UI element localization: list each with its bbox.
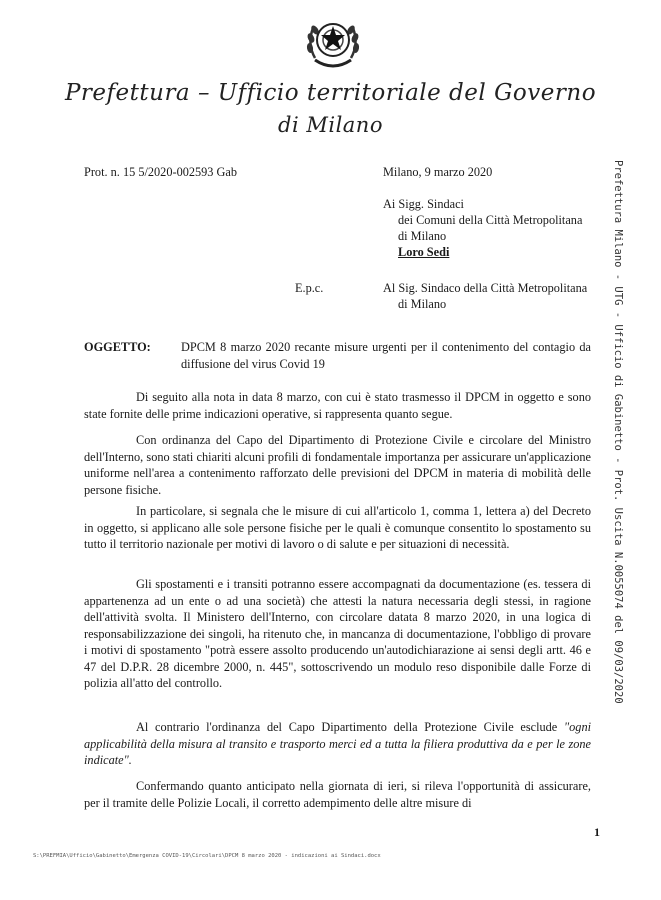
body-paragraph-5-intro: Al contrario l'ordinanza del Capo Dipartimento della Protezione Civile esclude	[136, 720, 558, 734]
body-paragraph-1: Di seguito alla nota in data 8 marzo, con cui è stato trasmesso il DPCM in oggetto e sono state fornite delle prime indicazioni operative, si rappresenta quanto segue.	[84, 390, 591, 421]
letterhead-office: Prefettura – Ufficio territoriale del Governo	[64, 80, 597, 106]
body-paragraph-2: Con ordinanza del Capo del Dipartimento di Protezione Civile e circolare del Ministro dell'Interno, sono stati chiariti alcuni profili di fondamentale importanza per assicurare un'applicazione uniforme nell'area a contenimento rafforzato delle previsioni del DPCM in materia di mobilità delle persone fisiche.	[84, 433, 591, 497]
page-number: 1	[594, 825, 600, 839]
recipient-line-4: Loro Sedi	[398, 245, 450, 259]
protocol-stamp-vertical: Prefettura Milano - UTG - Ufficio di Gabinetto - Prot. Uscita N.0055074 del 09/03/2020	[612, 160, 624, 704]
body-paragraph-5	[84, 719, 591, 769]
body-paragraph-6: Confermando quanto anticipato nella giornata di ieri, si rileva l'opportunità di assicurare, per il tramite delle Polizie Locali, il corretto adempimento delle altre misure di	[84, 779, 591, 810]
footer-file-path: S:\PREFMIA\Ufficio\Gabinetto\Emergenza COVID-19\Circolari\DPCM 8 marzo 2020 - indicazioni ai Sindaci.docx	[33, 853, 381, 859]
place-date: Milano, 9 marzo 2020	[383, 165, 493, 179]
body-paragraph-3: In particolare, si segnala che le misure di cui all'articolo 1, comma 1, lettera a) del Decreto in oggetto, si applicano alle sole persone fisiche per le quali è comunque consentito lo spostamento su tutto il territorio nazionale per motivi di lavoro o di salute e per situazioni di necessità.	[84, 504, 591, 551]
recipient-line-3: di Milano	[398, 229, 447, 243]
protocol-number: Prot. n. 15 5/2020-002593 Gab	[84, 165, 238, 179]
republic-emblem	[303, 8, 363, 74]
cc-line-2: di Milano	[398, 297, 447, 311]
recipient-line-2: dei Comuni della Città Metropolitana	[398, 213, 583, 227]
subject-text: DPCM 8 marzo 2020 recante misure urgenti per il contenimento del contagio da diffusione del virus Covid 19	[181, 340, 591, 371]
epc-label: E.p.c.	[295, 281, 324, 295]
body-paragraph-4: Gli spostamenti e i transiti potranno essere accompagnati da documentazione (es. tessera di appartenenza ad un ente o ad una società) che attesti la natura necessaria degli stessi, in ragione dell'attività svolta. Il Ministero dell'Interno, con circolare datata 8 marzo 2020, in una logica di responsabilizzazione dei singoli, ha ritenuto che, in mancanza di documentazione, l'obbligo di provare i motivi di spostamento "potrà essere assolto producendo un'autodichiarazione ai sensi degli artt. 46 e 47 del D.P.R. 28 dicembre 2000, n. 445", sottoscrivendo un modulo reso disponibile dalle Forze di polizia all'atto del controllo.	[84, 577, 591, 690]
subject-label: OGGETTO:	[84, 340, 151, 354]
cc-line-1: Al Sig. Sindaco della Città Metropolitana	[383, 281, 588, 295]
body-paragraph-5-quote: "ogni applicabilità della misura al transito e trasporto merci ed a tutta la filiera produttiva da e per le zone indicate".	[84, 720, 592, 767]
letterhead-city: di Milano	[278, 113, 383, 137]
recipient-line-1: Ai Sigg. Sindaci	[383, 197, 464, 211]
